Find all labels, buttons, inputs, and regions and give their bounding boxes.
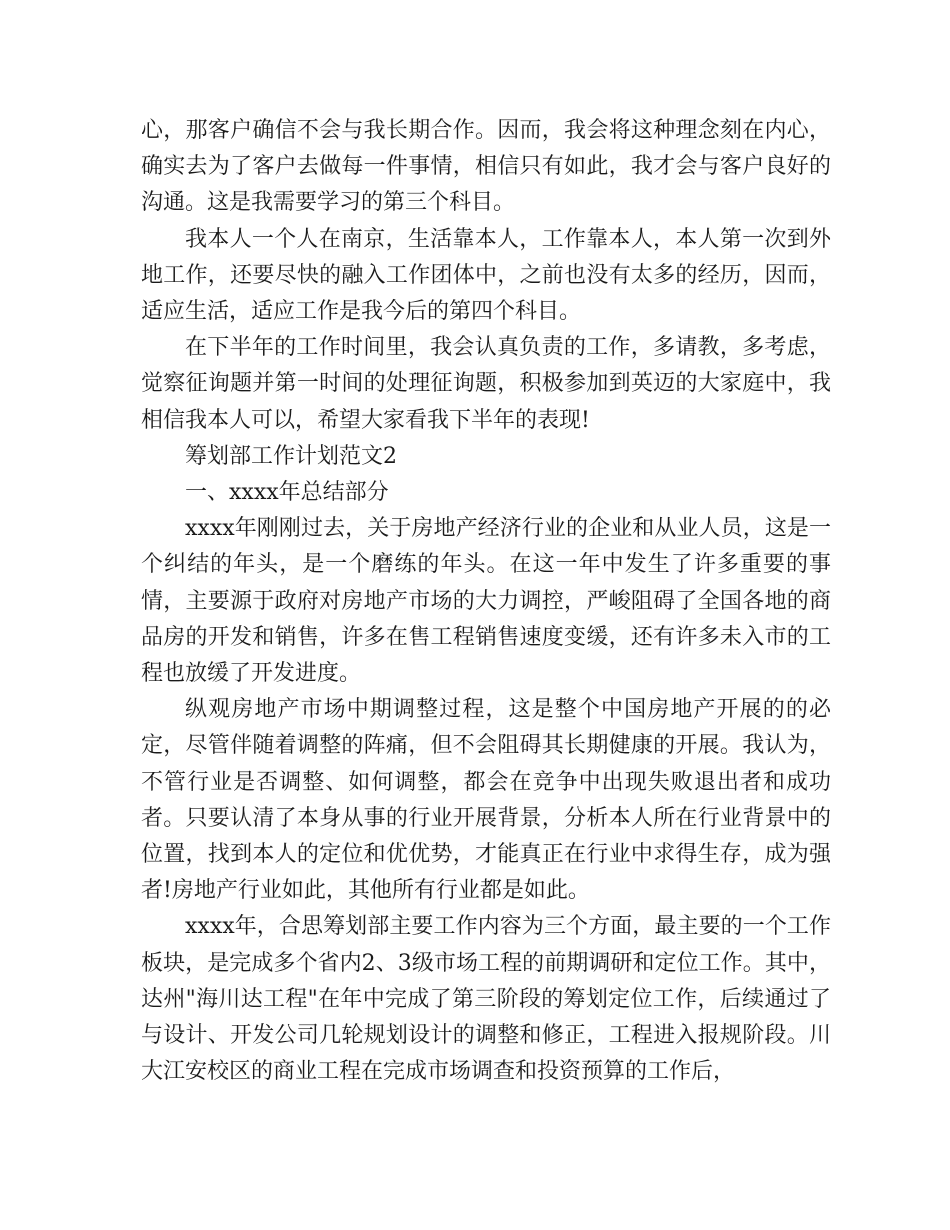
paragraph-market-adjustment: 纵观房地产市场中期调整过程，这是整个中国房地产开展的的必定，尽管伴随着调整的阵痛，但不会阻碍其长期健康的开展。我认为，不管行业是否调整、如何调整，都会在竞争中出现失败退出者和成功者。只要认清了本身从事的行业开展背景，分析本人所在行业背景中的位置，找到本人的定位和优优势，才能真正在行业中求得生存，成为强者!房地产行业如此，其他所有行业都是如此。	[141, 697, 831, 904]
paragraph-second-half: 在下半年的工作时间里，我会认真负责的工作，多请教，多考虑，觉察征询题并第一时间的处理征询题，积极参加到英迈的大家庭中，我相信我本人可以，希望大家看我下半年的表现!	[141, 335, 831, 433]
paragraph-nanjing: 我本人一个人在南京，生活靠本人，工作靠本人，本人第一次到外地工作，还要尽快的融入工作团体中，之前也没有太多的经历，因而，适应生活，适应工作是我今后的第四个科目。	[141, 226, 831, 325]
paragraph-year-review: xxxx年刚刚过去，关于房地产经济行业的企业和从业人员，这是一个纠结的年头，是一个磨练的年头。在这一年中发生了许多重要的事情，主要源于政府对房地产市场的大力调控，严峻阻碍了全国各地的商品房的开发和销售，许多在售工程销售速度变缓，还有许多未入市的工程也放缓了开发进度。	[141, 516, 831, 687]
section-title: 筹划部工作计划范文2	[185, 443, 397, 469]
section-heading: 一、xxxx年总结部分	[185, 480, 389, 506]
paragraph-continued: 心，那客户确信不会与我长期合作。因而，我会将这种理念刻在内心，确实去为了客户去做每一件事情，相信只有如此，我才会与客户良好的沟通。这是我需要学习的第三个科目。	[141, 118, 831, 216]
document-body	[141, 113, 831, 1090]
paragraph-department-work: xxxx年，合思筹划部主要工作内容为三个方面，最主要的一个工作板块，是完成多个省内2、3级市场工程的前期调研和定位工作。其中，达州"海川达工程"在年中完成了第三阶段的筹划定位工作，后续通过了与设计、开发公司几轮规划设计的调整和修正，工程进入报规阶段。川大江安校区的商业工程在完成市场调查和投资预算的工作后，	[141, 914, 831, 1085]
